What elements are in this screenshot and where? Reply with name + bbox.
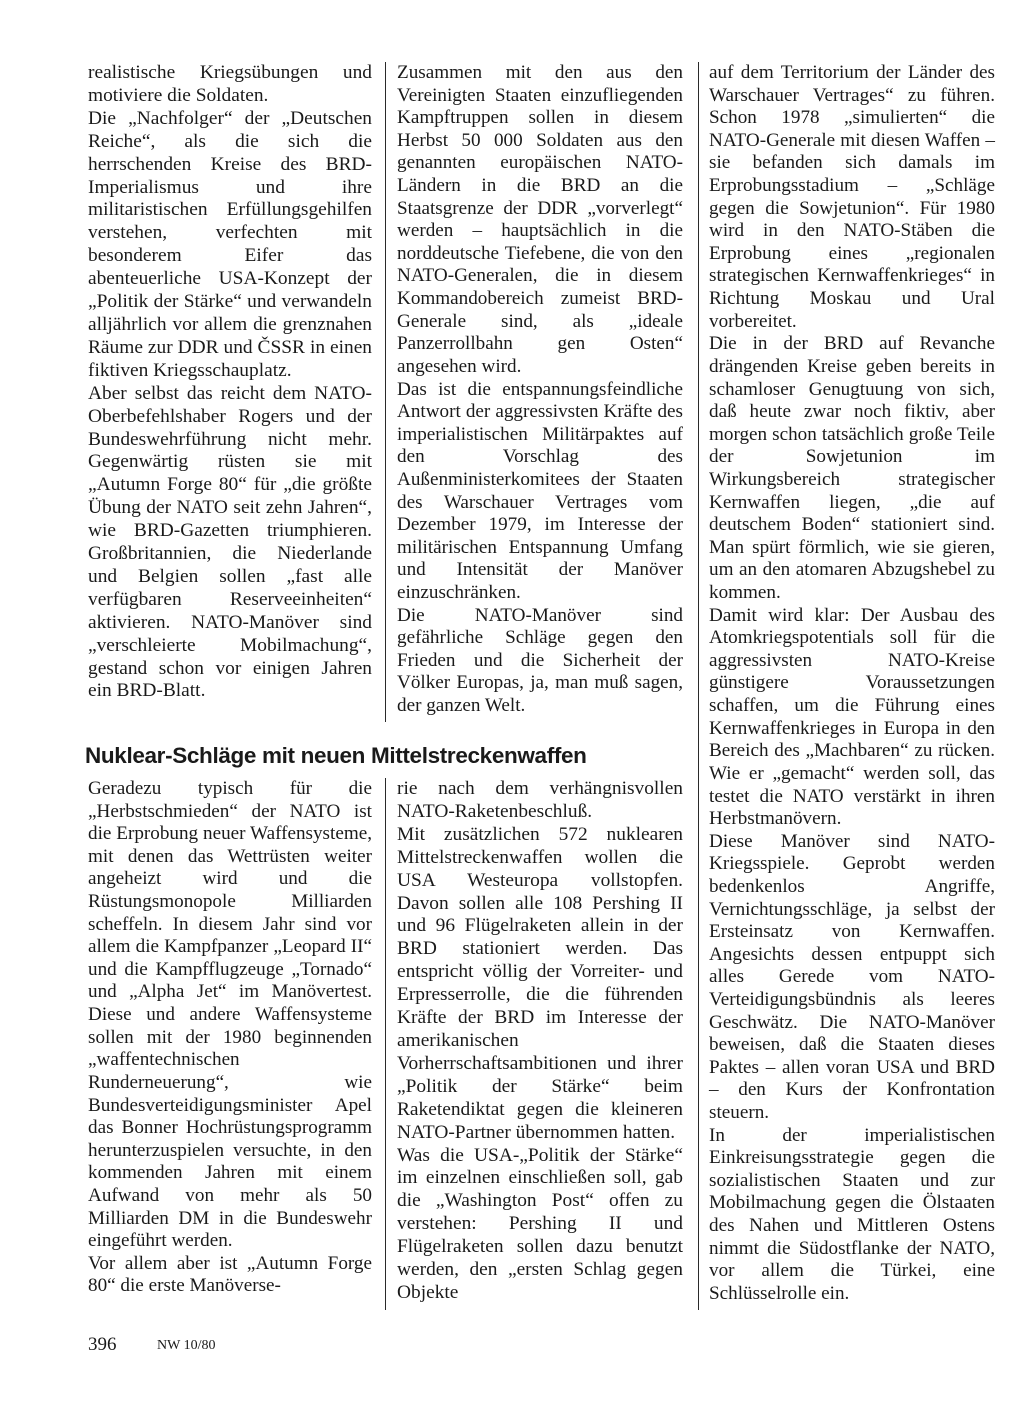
issue-label: NW 10/80 [157, 1338, 216, 1353]
paragraph: Aber selbst das reicht dem NATO-Oberbefehlshaber Rogers und der Bundeswehrführung nicht mehr. Gegenwärtig rüsten sie mit „Autumn Forge 80“ für „die größte Übung der NATO seit zehn Jahren“, wie BRD-Gazetten triumphieren. Großbritannien, die Niederlande und Belgien sollen „fast alle verfügbaren Reserveeinheiten“ aktivieren. NATO-Manöver sind „verschleierte Mobilmachung“, gestand schon vor einigen Jahren ein BRD-Blatt. [88, 382, 372, 702]
paragraph: Die „Nachfolger“ der „Deutschen Reiche“, als die sich die herrschenden Kreise des BRD-Imperialismus und ihre militaristischen Erfüllungsgehilfen verstehen, verfechten mit besonderem Eifer das abenteuerliche USA-Konzept der „Politik der Stärke“ und verwandeln alljährlich vor allem die grenznahen Räume zur DDR und ČSSR in einen fiktiven Kriegsschauplatz. [88, 107, 372, 381]
column-1-lower [88, 778, 372, 1298]
column-3 [709, 62, 995, 1306]
column-rule [385, 62, 386, 722]
paragraph: rie nach dem verhängnisvollen NATO-Raketenbeschluß. [397, 778, 683, 822]
paragraph: Die NATO-Manöver sind gefährliche Schläge gegen den Frieden und die Sicherheit der Völker Europas, ja, man muß sagen, der ganzen Welt. [397, 604, 683, 717]
paragraph: auf dem Territorium der Länder des Warschauer Vertrages“ zu führen. Schon 1978 „simulierten“ die NATO-Generale mit diesen Waffen – sie befanden sich damals im Erprobungsstadium – „Schläge gegen die Sowjetunion“. Für 1980 wird in den NATO-Stäben die Erprobung eines „regionalen strategischen Kernwaffenkrieges“ in Richtung Moskau und Ural vorbereitet. [709, 62, 995, 332]
paragraph: Geradezu typisch für die „Herbstschmieden“ der NATO ist die Erprobung neuer Waffensysteme, mit denen das Wettrüsten weiter angeheizt wird und die Rüstungsmonopole Milliarden scheffeln. In diesem Jahr sind vor allem die Kampfpanzer „Leopard II“ und die Kampfflugzeuge „Tornado“ und „Alpha Jet“ im Manövertest. Diese und andere Waffensysteme sollen mit der 1980 beginnenden „waffentechnischen Runderneuerung“, wie Bundesverteidigungsminister Apel das Bonner Hochrüstungsprogramm herunterzuspielen versuchte, in den kommenden Jahren mit einem Aufwand von mehr als 50 Milliarden DM in die Bundeswehr eingeführt werden. [88, 778, 372, 1252]
column-rule [698, 62, 699, 1310]
paragraph: Damit wird klar: Der Ausbau des Atomkriegspotentials soll für die aggressivsten NATO-Kreise günstigere Voraussetzungen schaffen, um die Führung eines Kernwaffenkrieges in Europa in den Bereich des „Machbaren“ zu rücken. Wie er „gemacht“ werden soll, das testet die NATO verstärkt in ihren Herbstmanövern. [709, 604, 995, 830]
page-number: 396 [88, 1334, 117, 1355]
column-2-upper [397, 62, 683, 718]
column-rule [385, 778, 386, 1310]
column-2-lower [397, 778, 683, 1305]
paragraph: Zusammen mit den aus den Vereinigten Staaten einzufliegenden Kampftruppen sollen in diesem Herbst 50 000 Soldaten aus den genannten europäischen NATO-Ländern in die BRD an die Staatsgrenze der DDR „vorverlegt“ werden – hauptsächlich in die norddeutsche Tiefebene, die von den NATO-Generalen, die in diesem Kommandobereich zumeist BRD-Generale sind, als „ideale Panzerrollbahn gen Osten“ angesehen wird. [397, 62, 683, 377]
paragraph: Mit zusätzlichen 572 nuklearen Mittelstreckenwaffen wollen die USA Westeuropa vollstopfen. Davon sollen alle 108 Pershing II und 96 Flügelraketen allein in der BRD stationiert werden. Das entspricht völlig der Vorreiter- und Erpresserrolle, die die führenden Kräfte der BRD im Interesse der amerikanischen Vorherrschaftsambitionen und ihrer „Politik der Stärke“ beim Raketendiktat gegen die kleineren NATO-Partner übernommen hatten. [397, 823, 683, 1143]
section-heading: Nuklear-Schläge mit neuen Mittelstreckenwaffen [85, 743, 587, 768]
paragraph: Das ist die entspannungsfeindliche Antwort der aggressivsten Kräfte des imperialistischen Militärpaktes auf den Vorschlag des Außenministerkomitees der Staaten des Warschauer Vertrages vom Dezember 1979, im Interesse der militärischen Entspannung Umfang und Intensität der Manöver einzuschränken. [397, 378, 683, 604]
paragraph: Diese Manöver sind NATO-Kriegsspiele. Geprobt werden bedenkenlos Angriffe, Vernichtungsschläge, ja selbst der Ersteinsatz von Kernwaffen. Angesichts dessen entpuppt sich alles Gerede vom NATO-Verteidigungsbündnis als leeres Geschwätz. Die NATO-Manöver beweisen, daß die Staaten dieses Paktes – allen voran USA und BRD – den Kurs der Konfrontation steuern. [709, 830, 995, 1124]
paragraph: realistische Kriegsübungen und motiviere die Soldaten. [88, 62, 372, 106]
paragraph: In der imperialistischen Einkreisungsstrategie gegen die sozialistischen Staaten und zur Mobilmachung gegen die Ölstaaten des Nahen und Mittleren Ostens nimmt die Südostflanke der NATO, vor allem die Türkei, eine Schlüsselrolle ein. [709, 1124, 995, 1304]
paragraph: Vor allem aber ist „Autumn Forge 80“ die erste Manöverse- [88, 1252, 372, 1297]
paragraph: Was die USA-„Politik der Stärke“ im einzelnen einschließen soll, gab die „Washington Post“ offen zu verstehen: Pershing II und Flügelraketen sollen dazu benutzt werden, den „ersten Schlag gegen Objekte [397, 1144, 683, 1303]
column-1-upper [88, 62, 372, 703]
paragraph: Die in der BRD auf Revanche drängenden Kreise geben bereits in schamloser Genugtuung von sich, daß heute zwar noch fiktiv, aber morgen schon tatsächlich große Teile der Sowjetunion im Wirkungsbereich strategischer Kernwaffen liegen, „die auf deutschem Boden“ stationiert sind. Man spürt förmlich, wie sie gieren, um an den atomaren Abzugshebel zu kommen. [709, 333, 995, 604]
